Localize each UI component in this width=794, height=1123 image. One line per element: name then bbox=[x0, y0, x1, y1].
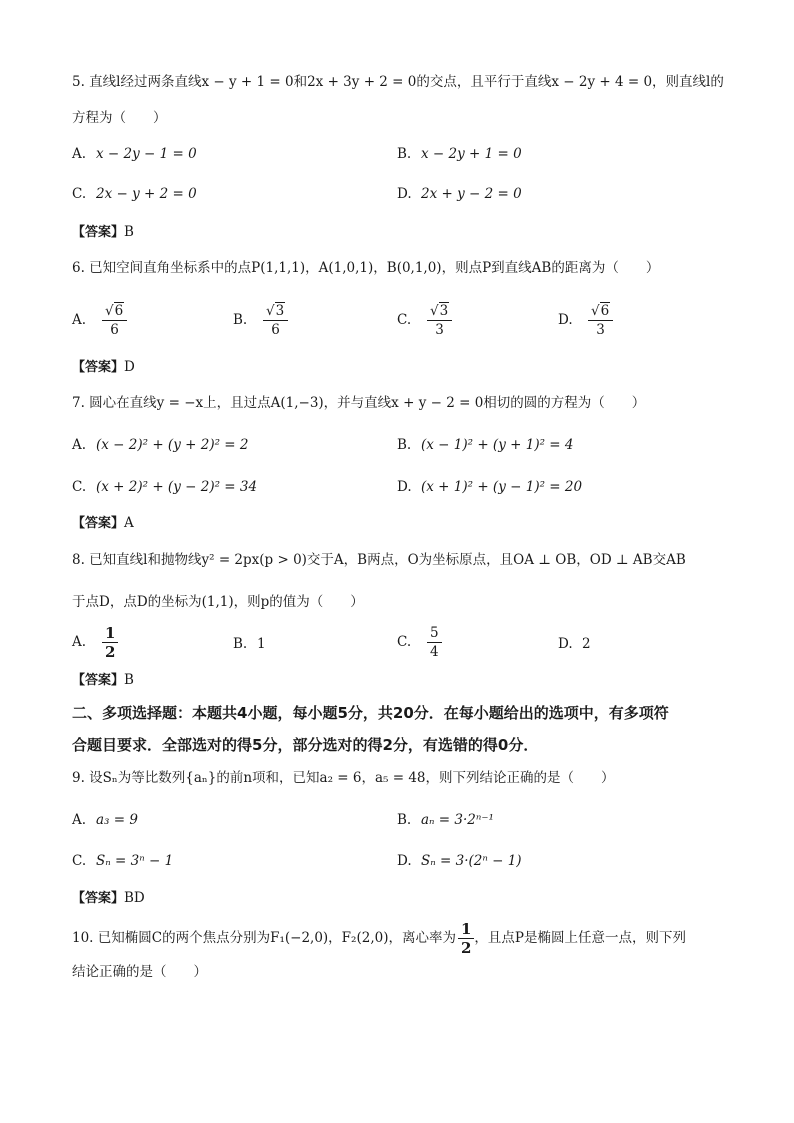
q5-option-d: D. 2x + y − 2 = 0 bbox=[397, 186, 522, 202]
q8-answer: 【答案】B bbox=[72, 672, 134, 688]
q7-option-b: B. (x − 1)² + (y + 1)² = 4 bbox=[397, 437, 574, 453]
q7-answer: 【答案】A bbox=[72, 515, 134, 531]
q8-option-c: C. $\frac{5}{4}$ bbox=[397, 624, 442, 661]
q8-stem-line1: 8. 已知直线l和抛物线y² = 2px(p > 0)交于A，B两点，O为坐标原点，且OA ⊥ OB，OD ⊥ AB交AB bbox=[72, 552, 686, 568]
q9-option-d: D. Sₙ = 3·(2ⁿ − 1) bbox=[397, 853, 522, 869]
q5-option-b: B. x − 2y + 1 = 0 bbox=[397, 146, 522, 162]
q8-option-d: D. 2 bbox=[558, 636, 591, 652]
q6-stem-line1: 6. 已知空间直角坐标系中的点P(1,1,1)，A(1,0,1)，B(0,1,0)，则点P到直线AB的距离为（ ） bbox=[72, 260, 660, 276]
q9-option-a: A. a₃ = 9 bbox=[72, 812, 138, 828]
q6-option-d: D. $\frac{√6}{3}$ bbox=[558, 302, 613, 339]
section-2-heading-line2: 合题目要求．全部选对的得5分，部分选对的得2分，有选错的得0分． bbox=[72, 736, 539, 754]
q7-option-d: D. (x + 1)² + (y − 1)² = 20 bbox=[397, 479, 583, 495]
q7-option-c: C. (x + 2)² + (y − 2)² = 34 bbox=[72, 479, 258, 495]
q9-answer: 【答案】BD bbox=[72, 890, 145, 906]
q9-stem-line1: 9. 设Sₙ为等比数列{aₙ}的前n项和，已知a₂ = 6，a₅ = 48，则下列结论正确的是（ ） bbox=[72, 770, 615, 786]
q5-answer: 【答案】B bbox=[72, 224, 134, 240]
section-2-heading-line1: 二、多项选择题：本题共4小题，每小题5分，共20分．在每小题给出的选项中，有多项符 bbox=[72, 704, 669, 722]
q9-option-c: C. Sₙ = 3ⁿ − 1 bbox=[72, 853, 174, 869]
q5-stem-line2: 方程为（ ） bbox=[72, 110, 167, 126]
q10-stem-line1: 10. 已知椭圆C的两个焦点分别为F₁(−2,0)，F₂(2,0)，离心率为 $\frac{1}{2}$ ，且点P是椭圆上任意一点，则下列 bbox=[72, 920, 686, 957]
q7-stem-line1: 7. 圆心在直线y = −x上，且过点A(1,−3)，并与直线x + y − 2 = 0相切的圆的方程为（ ） bbox=[72, 395, 646, 411]
q6-answer: 【答案】D bbox=[72, 359, 135, 375]
q5-option-c: C. 2x − y + 2 = 0 bbox=[72, 186, 197, 202]
q7-option-a: A. (x − 2)² + (y + 2)² = 2 bbox=[72, 437, 249, 453]
q9-option-b: B. aₙ = 3·2ⁿ⁻¹ bbox=[397, 812, 494, 828]
q5-option-a: A. x − 2y − 1 = 0 bbox=[72, 146, 197, 162]
q10-stem-line2: 结论正确的是（ ） bbox=[72, 964, 207, 980]
section-2-heading bbox=[72, 697, 732, 761]
q6-option-b: B. $\frac{√3}{6}$ bbox=[233, 302, 288, 339]
q8-stem-line2: 于点D，点D的坐标为(1,1)，则p的值为（ ） bbox=[72, 594, 364, 610]
q6-option-a: A. $\frac{√6}{6}$ bbox=[72, 302, 127, 339]
q5-stem-line1: 5. 直线l经过两条直线x − y + 1 = 0和2x + 3y + 2 = 0的交点，且平行于直线x − 2y + 4 = 0，则直线l的 bbox=[72, 74, 724, 90]
q8-option-b: B. 1 bbox=[233, 636, 266, 652]
q6-option-c: C. $\frac{√3}{3}$ bbox=[397, 302, 452, 339]
q8-option-a: A. $\frac{1}{2}$ bbox=[72, 624, 118, 661]
